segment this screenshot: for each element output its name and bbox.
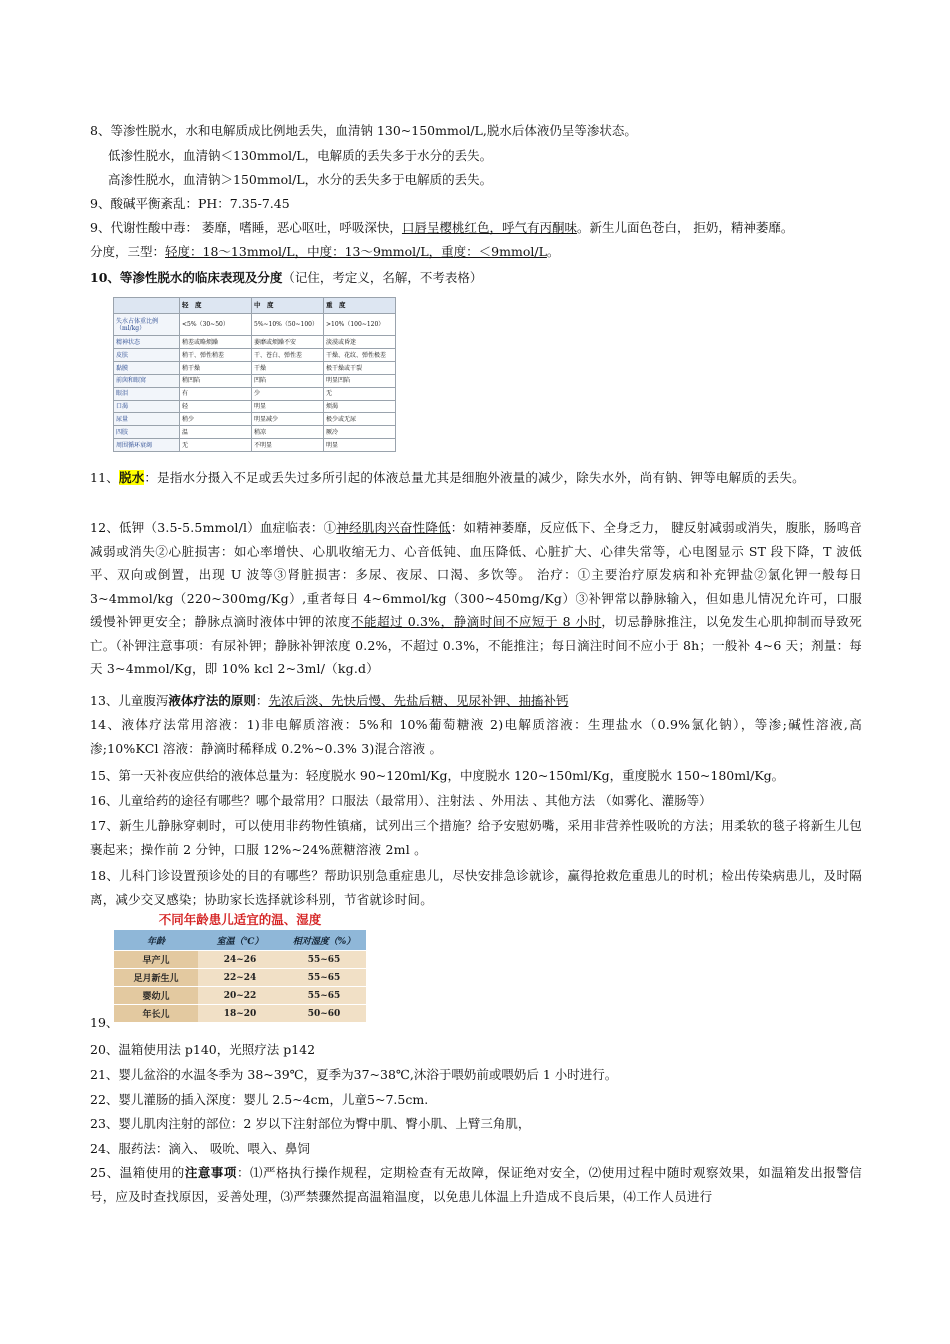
table-cell: 5%~10%（50~100） (252, 314, 324, 336)
table-cell: 无 (324, 387, 396, 400)
row-label-cell: 前囟和眼窝 (114, 374, 180, 387)
row-label-cell: 黏膜 (114, 362, 180, 375)
table-cell: 明显减少 (252, 413, 324, 426)
item-19-number: 19、 (90, 1015, 119, 1030)
table-cell: 温 (180, 426, 252, 439)
table-cell: 轻 度 (180, 298, 252, 314)
item-8-hypotonic: 低渗性脱水，血清钠＜130mmol/L，电解质的丢失多于水分的丢失。 (108, 148, 493, 163)
item-24-medication: 24、服药法：滴入、 吸吮、喂入、鼻饲 (90, 1141, 310, 1156)
column-header: 年龄 (114, 930, 198, 951)
table-cell: 干、苍白、弹性差 (252, 349, 324, 362)
item-25-incubator-precautions: 25、温箱使用的注意事项：⑴严格执行操作规程，定期检查有无故障，保证绝对安全，⑵使用过程中随时观察效果，如温箱发出报警信号，应及时查找原因，妥善处理，⑶严禁骤然提高温箱温度，以免患儿体温上升造成不良后果，⑷工作人员进行 (90, 1165, 862, 1204)
table-cell: 稍凹陷 (180, 374, 252, 387)
row-label-cell: 四肢 (114, 426, 180, 439)
table-cell: 稍干燥 (180, 362, 252, 375)
table-cell: 22~24 (198, 969, 282, 987)
row-label-cell: 尿量 (114, 413, 180, 426)
table-row (114, 951, 366, 969)
table-row (114, 336, 396, 349)
item-17-non-drug-analgesia: 17、新生儿静脉穿刺时，可以使用非药物性镇痛，试列出三个措施？给予安慰奶嘴，采用非营养性吸吮的方法；用柔软的毯子将新生儿包裹起来；操作前 2 分钟，口服 12%~24%蔗糖溶液 2ml 。 (90, 818, 862, 857)
table-row (114, 439, 396, 452)
table-row (114, 387, 396, 400)
table-cell: 无 (180, 439, 252, 452)
row-label-cell: 周围循环衰竭 (114, 439, 180, 452)
column-header: 室温（℃） (198, 930, 282, 951)
table-cell: 明显 (252, 400, 324, 413)
item-18-triage: 18、儿科门诊设置预诊处的目的有哪些？帮助识别急重症患儿，尽快安排急诊就诊，赢得抢救危重患儿的时机；检出传染病患儿，及时隔离，减少交叉感染；协助家长选择就诊科别，节省就诊时间。 (90, 868, 862, 907)
item-14-solutions: 14、液体疗法常用溶液：1)非电解质溶液：5%和 10%葡萄糖液 2)电解质溶液：生理盐水（0.9%氯化钠），等渗;碱性溶液,高渗;10%KCl 溶液：静滴时稀释成 0.2%~0.3% 3)混合溶液 。 (90, 717, 862, 756)
table-cell: 有 (180, 387, 252, 400)
item-13-fluid-therapy-principle: 13、儿童腹泻液体疗法的原则：先浓后淡、先快后慢、先盐后糖、见尿补钾、抽搐补钙 (90, 693, 569, 708)
table-cell: 厥冷 (324, 426, 396, 439)
table-cell: 55~65 (282, 969, 366, 987)
item-8-hypertonic: 高渗性脱水，血清钠＞150mmol/L，水分的丢失多于电解质的丢失。 (108, 172, 493, 187)
column-header: 相对湿度（%） (282, 930, 366, 951)
table-cell: 稍少 (180, 413, 252, 426)
item-11-dehydration-definition: 11、脱水：是指水分摄入不足或丢失过多所引起的体液总量尤其是细胞外液量的减少，除失水外，尚有钠、钾等电解质的丢失。 (90, 470, 805, 485)
table-cell: 轻 (180, 400, 252, 413)
table-cell: <5%（30~50） (180, 314, 252, 336)
table-row (114, 349, 396, 362)
table-cell: 18~20 (198, 1005, 282, 1023)
table-cell: 明显凹陷 (324, 374, 396, 387)
table-cell: 55~65 (282, 987, 366, 1005)
item-16-drug-routes: 16、儿童给药的途径有哪些？哪个最常用？口服法（最常用）、注射法 、外用法 、其他方法 （如雾化、灌肠等） (90, 793, 712, 808)
table-cell: 55~65 (282, 951, 366, 969)
row-label-cell (114, 298, 180, 314)
table-cell: 凹陷 (252, 374, 324, 387)
row-label-cell: 精神状态 (114, 336, 180, 349)
table-cell: 50~60 (282, 1005, 366, 1023)
table-header-row (114, 930, 366, 951)
table-cell: 稍凉 (252, 426, 324, 439)
item-21-bath-temperature: 21、婴儿盆浴的水温冬季为 38~39℃，夏季为37~38℃,沐浴于喂奶前或喂奶后 1 小时进行。 (90, 1067, 618, 1082)
table-header-row (114, 298, 396, 314)
table-cell: 中 度 (252, 298, 324, 314)
dehydration-grading-table (113, 297, 396, 452)
table-cell: 萎靡或烦躁不安 (252, 336, 324, 349)
table-cell: 婴幼儿 (114, 987, 198, 1005)
item-8-isotonic: 8、等渗性脱水，水和电解质成比例地丢失，血清钠 130~150mmol/L,脱水后体液仍呈等渗状态。 (90, 123, 637, 138)
table-cell: 烦渴 (324, 400, 396, 413)
item-15-total-fluid: 15、第一天补夜应供给的液体总量为：轻度脱水 90~120ml/Kg，中度脱水 120~150ml/Kg，重度脱水 150~180ml/Kg。 (90, 768, 785, 783)
table-cell: 24~26 (198, 951, 282, 969)
item-9-grading: 分度，三型：轻度：18～13mmol/L，中度：13～9mmol/L，重度：＜9mmol/L。 (90, 244, 560, 259)
item-10-heading: 10、等渗性脱水的临床表现及分度（记住，考定义，名解，不考表格） (90, 270, 483, 285)
table-cell: 明显 (324, 439, 396, 452)
table-row (114, 413, 396, 426)
row-label-cell: 皮肤 (114, 349, 180, 362)
item-9-acid-base: 9、酸碱平衡紊乱：PH：7.35-7.45 (90, 196, 290, 211)
table-cell: 20~22 (198, 987, 282, 1005)
row-label-cell: 眼泪 (114, 387, 180, 400)
temperature-humidity-table (114, 910, 366, 1028)
table-row (114, 400, 396, 413)
table-cell: >10%（100~120） (324, 314, 396, 336)
item-12-hypokalemia: 12、低钾（3.5-5.5mmol/l）血症临表：①神经肌肉兴奋性降低：如精神萎靡，反应低下、全身乏力， 腱反射减弱或消失，腹胀，肠鸣音减弱或消失②心脏损害：如心率增快、心肌收缩无力、心音低钝、血压降低、心脏扩大、心律失常等，心电图显示 ST 段下降，T 波低平、双向或倒置，出现 U 波等③肾脏损害：多尿、夜尿、口渴、多饮等。 治疗：①主要治疗原发病和补充钾盐②氯化钾一般每日 3~4mmol/kg（220~300mg/Kg）,重者每日 4~6mmol/kg（300~450mg/Kg）③补钾常以静脉输入，但如患儿情况允许可，口服缓慢补钾更安全；静脉点滴时液体中钾的浓度不能超过 0.3%，静滴时间不应短于 8 小时，切忌静脉推注，以免发生心肌抑制而导致死亡。（补钾注意事项：有尿补钾；静脉补钾浓度 0.2%，不超过 0.3%，不能推注；每日滴注时间不应小于 8h；一般补 4~6 天；剂量：每天 3~4mmol/Kg，即 10% kcl 2~3ml/（kg.d） (90, 520, 862, 676)
table-cell: 早产儿 (114, 951, 198, 969)
table-cell: 淡漠或昏迷 (324, 336, 396, 349)
row-label-cell: 失水占体重比例（ml/kg） (114, 314, 180, 336)
temperature-table-title: 不同年龄患儿适宜的温、湿度 (158, 912, 322, 927)
item-23-injection-site: 23、婴儿肌肉注射的部位：2 岁以下注射部位为臀中肌、臀小肌、上臂三角肌， (90, 1116, 531, 1131)
table-row (114, 362, 396, 375)
table-cell: 重 度 (324, 298, 396, 314)
table-row (114, 987, 366, 1005)
table-row (114, 374, 396, 387)
table-row (114, 426, 396, 439)
table-cell: 极干燥或干裂 (324, 362, 396, 375)
table-row (114, 969, 366, 987)
table-row (114, 314, 396, 336)
table-cell: 稍干、弹性稍差 (180, 349, 252, 362)
item-20-incubator: 20、温箱使用法 p140，光照疗法 p142 (90, 1042, 316, 1057)
table-cell: 干燥 (252, 362, 324, 375)
table-cell: 干燥、花纹、弹性极差 (324, 349, 396, 362)
table-cell: 稍差或略烦躁 (180, 336, 252, 349)
row-label-cell: 口渴 (114, 400, 180, 413)
item-9-metabolic-acidosis: 9、代谢性酸中毒： 萎靡，嗜睡，恶心呕吐，呼吸深快，口唇呈樱桃红色，呼气有丙酮味。新生儿面色苍白， 拒奶，精神萎靡。 (90, 220, 794, 235)
item-22-enema-depth: 22、婴儿灌肠的插入深度：婴儿 2.5~4cm，儿童5~7.5cm. (90, 1092, 429, 1107)
table-cell: 不明显 (252, 439, 324, 452)
table-cell: 年长儿 (114, 1005, 198, 1023)
table-cell: 极少或无尿 (324, 413, 396, 426)
table-cell: 少 (252, 387, 324, 400)
table-cell: 足月新生儿 (114, 969, 198, 987)
